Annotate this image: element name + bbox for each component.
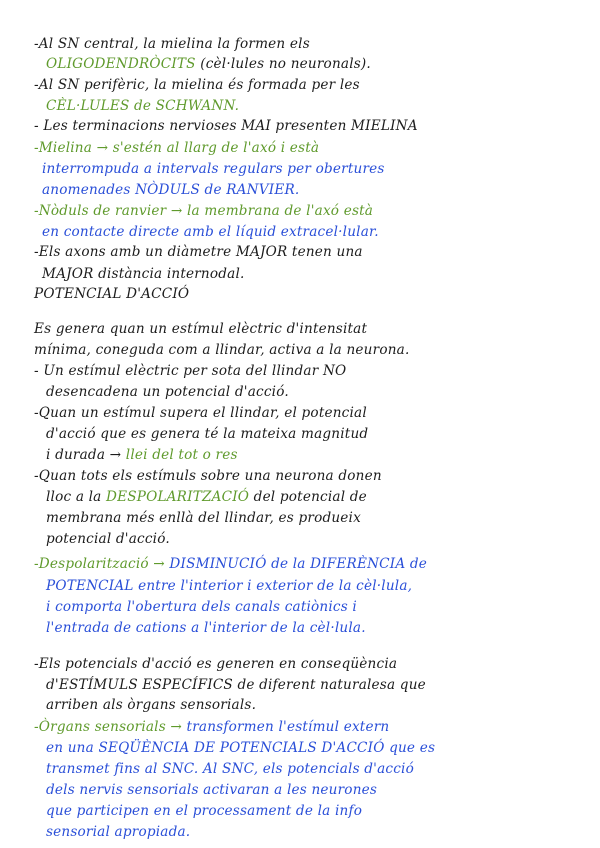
note-text: POTENCIAL D'ACCIÓ (34, 286, 190, 302)
note-line (46, 54, 371, 74)
note-line (46, 822, 190, 842)
definition-text: transmet fins al SNC. Al SNC, els potencials d'acció (46, 761, 414, 777)
note-line (42, 159, 385, 179)
note-line (34, 340, 410, 360)
note-text: i durada → (46, 447, 126, 463)
note-line (34, 554, 427, 574)
note-text: potencial d'acció. (46, 531, 170, 547)
note-line (46, 576, 412, 596)
definition-text: en contacte directe amb el líquid extracel·lular. (42, 224, 379, 240)
note-line (42, 264, 245, 284)
definition-text: anomenades NÒDULS de RANVIER. (42, 182, 300, 198)
note-text: - Un estímul elèctric per sota del llindar NO (34, 363, 347, 379)
definition-text: dels nervis sensorials activaran a les neurones (46, 782, 378, 798)
note-line (42, 180, 299, 200)
note-line (34, 654, 397, 674)
note-line (46, 382, 289, 402)
note-line (46, 618, 366, 638)
definition-text: en una SEQÜÈNCIA DE POTENCIALS D'ACCIÓ que es (46, 740, 436, 756)
note-line (34, 319, 367, 339)
note-line (34, 403, 367, 423)
highlight-text: -Òrgans sensorials → (34, 719, 187, 735)
definition-text: l'entrada de cations a l'interior de la cèl·lula. (46, 620, 366, 636)
note-line (46, 597, 357, 617)
note-text: lloc a la (46, 489, 107, 505)
note-line (46, 487, 367, 507)
note-text: -Al SN perifèric, la mielina és formada per les (34, 77, 360, 93)
note-text: del potencial de (249, 489, 367, 505)
note-line (46, 695, 256, 715)
note-text: d'ESTÍMULS ESPECÍFICS de diferent naturalesa que (46, 677, 426, 693)
definition-text: sensorial apropiada. (46, 824, 191, 840)
note-line (46, 96, 239, 116)
note-text: desencadena un potencial d'acció. (46, 384, 289, 400)
note-line (34, 284, 189, 304)
note-text: -Al SN central, la mielina la formen els (34, 36, 310, 52)
note-line (34, 138, 319, 158)
note-text: (cèl·lules no neuronals). (195, 56, 371, 72)
note-text: -Quan tots els estímuls sobre una neurona donen (34, 468, 382, 484)
note-line (42, 222, 379, 242)
note-line (46, 759, 414, 779)
note-line (34, 34, 310, 54)
note-line (46, 424, 368, 444)
note-line (34, 361, 346, 381)
note-line (46, 801, 362, 821)
note-text: arriben als òrgans sensorials. (46, 697, 257, 713)
note-line (34, 201, 373, 221)
highlight-text: OLIGODENDRÒCITS (46, 56, 196, 72)
highlight-text: DESPOLARITZACIÓ (106, 489, 250, 505)
note-line (34, 242, 363, 262)
note-text: Es genera quan un estímul elèctric d'intensitat (34, 321, 368, 337)
note-text: d'acció que es genera té la mateixa magnitud (46, 426, 369, 442)
note-text: MAJOR distància internodal. (42, 266, 245, 282)
note-line (34, 466, 382, 486)
highlight-text: llei del tot o res (125, 447, 238, 463)
note-text: -Quan un estímul supera el llindar, el potencial (34, 405, 367, 421)
highlight-text: -Mielina → s'estén al llarg de l'axó i està (34, 140, 320, 156)
highlight-text: -Despolarització → (34, 556, 170, 572)
note-text: mínima, coneguda com a llindar, activa a la neurona. (34, 342, 410, 358)
definition-text: transformen l'estímul extern (186, 719, 390, 735)
note-line (46, 445, 238, 465)
note-line (46, 508, 361, 528)
definition-text: DISMINUCIÓ de la DIFERÈNCIA de (169, 556, 428, 572)
note-line (46, 529, 170, 549)
note-text: membrana més enllà del llindar, es produeix (46, 510, 361, 526)
definition-text: i comporta l'obertura dels canals catiònics i (46, 599, 357, 615)
note-line (34, 116, 418, 136)
note-line (34, 75, 360, 95)
note-line (46, 675, 426, 695)
note-text: -Els potencials d'acció es generen en conseqüència (34, 656, 398, 672)
note-text: - Les terminacions nervioses MAI presenten MIELINA (34, 118, 418, 134)
definition-text: interrompuda a intervals regulars per obertures (42, 161, 385, 177)
note-line (46, 738, 435, 758)
highlight-text: CÈL·LULES de SCHWANN. (46, 98, 240, 114)
note-line (34, 717, 389, 737)
note-text: -Els axons amb un diàmetre MAJOR tenen una (34, 244, 363, 260)
note-line (46, 780, 377, 800)
definition-text: POTENCIAL entre l'interior i exterior de la cèl·lula, (46, 578, 413, 594)
highlight-text: -Nòduls de ranvier → la membrana de l'axó està (34, 203, 374, 219)
definition-text: que participen en el processament de la info (46, 803, 363, 819)
